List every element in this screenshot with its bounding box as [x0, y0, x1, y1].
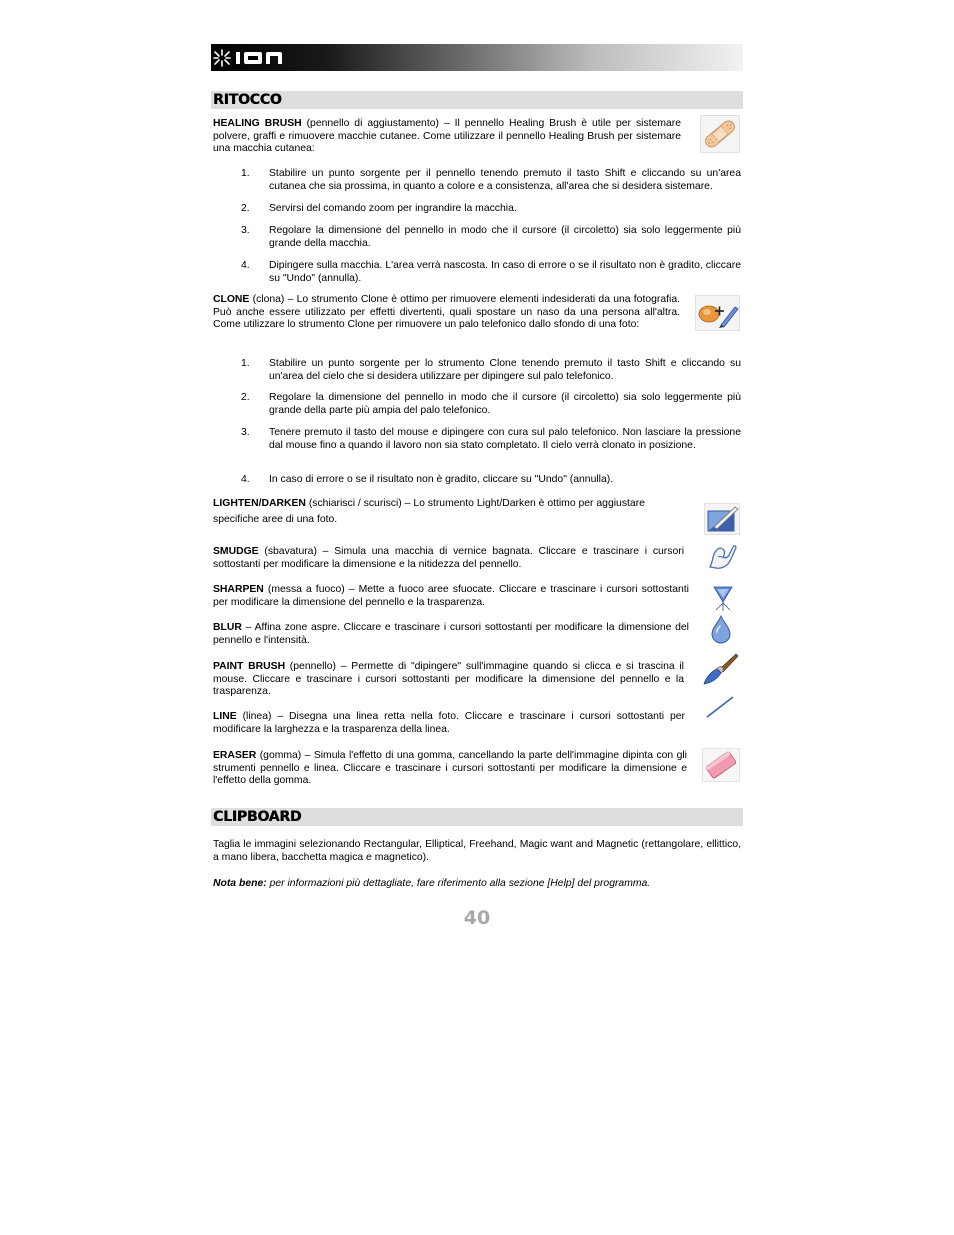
line-tool-icon: [704, 694, 736, 720]
paint-brush-paragraph: [213, 661, 684, 699]
eraser-term: ERASER: [213, 750, 257, 761]
section-title-clipboard: CLIPBOARD: [211, 808, 743, 826]
healing-brush-term: HEALING BRUSH: [213, 118, 302, 129]
clone-step-text: Tenere premuto il tasto del mouse e dipingere con cura sul palo telefonico. Non lasciare la pressione dal mouse fino a quando il lavoro non sia stato completato. Il cielo verrà clonato in posizione.: [269, 427, 741, 451]
healing-step-number: 3.: [241, 225, 250, 236]
healing-step-text: Dipingere sulla macchia. L'area verrà nascosta. In caso di errore o se il risultato non è gradito, cliccare su "Undo" (annulla).: [269, 260, 741, 284]
smudge-desc: (sbavatura) – Simula una macchia di vernice bagnata. Cliccare e trascinare i cursori sottostanti per modificare la dimensione e la nitidezza del pennello.: [213, 546, 684, 570]
line-term: LINE: [213, 711, 237, 722]
ion-logo: [213, 47, 285, 69]
healing-step-number: 2.: [241, 203, 250, 214]
lighten-darken-desc-cont: specifiche aree di una foto.: [213, 514, 338, 525]
paint-brush-term: PAINT BRUSH: [213, 661, 286, 672]
blur-drop-icon: [709, 614, 733, 644]
clipboard-paragraph: Taglia le immagini selezionando Rectangular, Elliptical, Freehand, Magic want and Magnetic (rettangolare, ellittico, a mano libera, bacchetta magica e magnetico).: [213, 839, 741, 863]
blur-paragraph: [213, 622, 689, 647]
clone-step-number: 4.: [241, 474, 250, 485]
lighten-darken-icon: [704, 503, 740, 535]
clone-desc: (clona) – Lo strumento Clone è ottimo per rimuovere elementi indesiderati da una fotografia. Può anche essere utilizzato per effetti divertenti, quali spostare un naso da una persona all'altra. Come utilizzare lo strumento Clone per rimuovere un palo telefonico dallo sfondo di una foto:: [213, 294, 680, 331]
sharpen-icon: [711, 584, 735, 612]
sharpen-paragraph: [213, 584, 689, 609]
smudge-finger-icon: [704, 539, 740, 571]
blur-desc: – Affina zone aspre. Cliccare e trascinare i cursori sottostanti per modificare la dimensione del pennello e l'intensità.: [213, 622, 689, 646]
healing-step-number: 1.: [241, 168, 250, 179]
clone-term: CLONE: [213, 294, 250, 305]
smudge-term: SMUDGE: [213, 546, 259, 557]
clone-paragraph: [213, 294, 680, 332]
note-text: per informazioni più dettagliate, fare riferimento alla sezione [Help] del programma.: [266, 878, 651, 889]
smudge-paragraph: [213, 546, 684, 571]
sharpen-term: SHARPEN: [213, 584, 264, 595]
clone-step-text: In caso di errore o se il risultato non è gradito, cliccare su "Undo" (annulla).: [269, 474, 614, 485]
lighten-darken-desc: (schiarisci / scurisci) – Lo strumento Light/Darken è ottimo per aggiustare: [305, 498, 645, 509]
bandage-icon: [700, 115, 740, 153]
eraser-paragraph: [213, 750, 687, 788]
note-paragraph: [213, 878, 741, 891]
healing-step-text: Servirsi del comando zoom per ingrandire la macchia.: [269, 203, 517, 214]
healing-step-text: Stabilire un punto sorgente per il pennello tenendo premuto il tasto Shift e cliccando su un'area cutanea che sia prossima, in quanto a colore e a consistenza, all'area che si desidera sistemare.: [269, 168, 741, 192]
healing-step-text: Regolare la dimensione del pennello in modo che il cursore (il circoletto) sia solo leggermente più grande della macchia.: [269, 225, 741, 249]
line-paragraph: [213, 711, 685, 736]
lighten-darken-paragraph: [213, 498, 687, 511]
eraser-icon: [702, 748, 740, 782]
section-title-ritocco: RITOCCO: [211, 91, 743, 109]
line-desc: (linea) – Disegna una linea retta nella foto. Cliccare e trascinare i cursori sottostanti per modificare la larghezza e la trasparenza della linea.: [213, 711, 685, 735]
lighten-darken-term: LIGHTEN/DARKEN: [213, 498, 306, 509]
eraser-desc: (gomma) – Simula l'effetto di una gomma, cancellando la parte dell'immagine dipinta con gli strumenti pennello e linea. Cliccare e trascinare i cursori sottostanti per modificare la dimensione e l'effetto della gomma.: [213, 750, 687, 787]
healing-brush-paragraph: [213, 118, 681, 156]
header-bar: [211, 44, 743, 71]
paint-brush-icon: [700, 651, 740, 687]
note-label: Nota bene:: [213, 878, 267, 889]
sharpen-desc: (messa a fuoco) – Mette a fuoco aree sfuocate. Cliccare e trascinare i cursori sottostanti per modificare la dimensione del pennello e la trasparenza.: [213, 584, 689, 608]
blur-term: BLUR: [213, 622, 242, 633]
healing-brush-desc: (pennello di aggiustamento) – Il pennello Healing Brush è utile per sistemare polvere, graffi e rimuovere macchie cutanee. Come utilizzare il pennello Healing Brush per sistemare una macchia cutanea:: [213, 118, 681, 155]
clone-step-text: Regolare la dimensione del pennello in modo che il cursore (il circoletto) sia solo leggermente più grande della parte più ampia del palo telefonico.: [269, 392, 741, 416]
page-number: 40: [463, 907, 491, 929]
paint-brush-desc: (pennello) – Permette di "dipingere" sull'immagine quando si clicca e si trascina il mouse. Cliccare e trascinare i cursori sottostanti per modificare la dimensione del pennello e la trasparenza.: [213, 661, 684, 698]
clone-stamp-icon: [695, 295, 740, 331]
healing-step-number: 4.: [241, 260, 250, 271]
clone-step-number: 2.: [241, 392, 250, 403]
clone-step-number: 3.: [241, 427, 250, 438]
clone-step-text: Stabilire un punto sorgente per lo strumento Clone tenendo premuto il tasto Shift e cliccando su un'area del cielo che si desidera utilizzare per dipingere sul palo telefonico.: [269, 358, 741, 382]
clone-step-number: 1.: [241, 358, 250, 369]
